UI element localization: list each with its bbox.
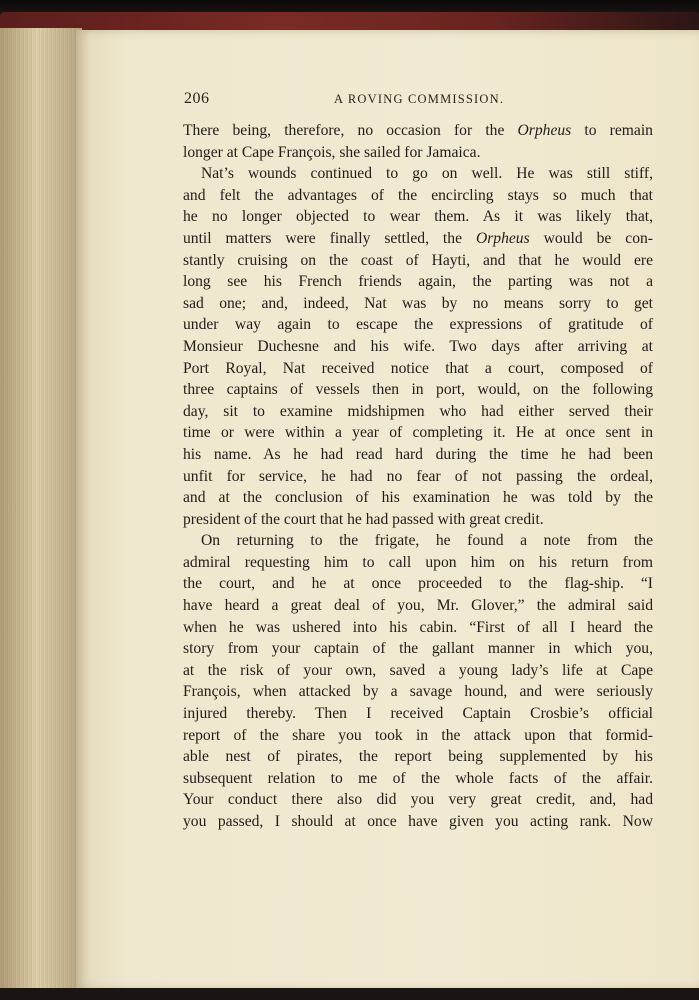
body-text [183, 120, 653, 833]
text-line: three captains of vessels then in port, would, on the following [183, 381, 653, 399]
running-head: A ROVING COMMISSION. [334, 92, 505, 106]
text-line: Your conduct there also did you very great credit, and, had [183, 791, 653, 809]
scan-background-bottom [0, 988, 699, 1000]
text-line: and felt the advantages of the encircling stays so much that [183, 186, 653, 204]
text-line: admiral requesting him to call upon him on his return from [183, 553, 653, 571]
text-line: unfit for service, he had no fear of not passing the ordeal, [183, 467, 653, 485]
text-line: at the risk of your own, saved a young lady’s life at Cape [183, 661, 653, 679]
text-line: François, when attacked by a savage hound, and were seriously [183, 683, 653, 701]
text-line: stantly cruising on the coast of Hayti, and that he would ere [183, 251, 653, 269]
text-line: sad one; and, indeed, Nat was by no means sorry to get [183, 294, 653, 312]
page-edges-stack [0, 28, 82, 1000]
text-line: report of the share you took in the attack upon that formid- [183, 726, 653, 744]
text-line: under way again to escape the expressions of gratitude of [183, 316, 653, 334]
text-line: and at the conclusion of his examination he was told by the [183, 489, 653, 507]
italic-ship-name: Orpheus [517, 122, 572, 139]
text-line: There being, therefore, no occasion for the Orpheus to remain [183, 122, 653, 139]
text-line: you passed, I should at once have given you acting rank. Now [183, 813, 653, 830]
text-line: able nest of pirates, the report being supplemented by his [183, 748, 653, 766]
italic-ship-name: Orpheus [475, 229, 530, 247]
text-line: Monsieur Duchesne and his wife. Two days after arriving at [183, 337, 653, 355]
text-line: day, sit to examine midshipmen who had either served their [183, 402, 653, 420]
text-line: story from your captain of the gallant manner in which you, [183, 640, 653, 658]
text-line: Port Royal, Nat received notice that a court, composed of [183, 359, 653, 377]
text-line: when he was ushered into his cabin. “First of all I heard the [183, 618, 653, 636]
text-line: his name. As he had read hard during the time he had been [183, 445, 653, 463]
page-number: 206 [184, 90, 210, 107]
text-line: long see his French friends again, the parting was not a [183, 273, 653, 291]
text-line: Nat’s wounds continued to go on well. He was still stiff, [201, 165, 653, 183]
page-header [110, 88, 670, 110]
text-line: president of the court that he had passed with great credit. [183, 510, 544, 528]
text-line: longer at Cape François, she sailed for Jamaica. [183, 143, 481, 161]
text-line: he no longer objected to wear them. As it was likely that, [183, 208, 653, 226]
text-line: until matters were finally settled, the Orpheus would be con- [183, 229, 653, 247]
text-line: the court, and he at once proceeded to the flag-ship. “I [183, 575, 653, 593]
text-line: time or were within a year of completing it. He at once sent in [183, 424, 653, 442]
text-line: On returning to the frigate, he found a note from the [201, 532, 653, 550]
text-line: injured thereby. Then I received Captain Crosbie’s official [183, 705, 653, 723]
text-line: have heard a great deal of you, Mr. Glover,” the admiral said [183, 597, 653, 615]
text-line: subsequent relation to me of the whole facts of the affair. [183, 769, 653, 787]
